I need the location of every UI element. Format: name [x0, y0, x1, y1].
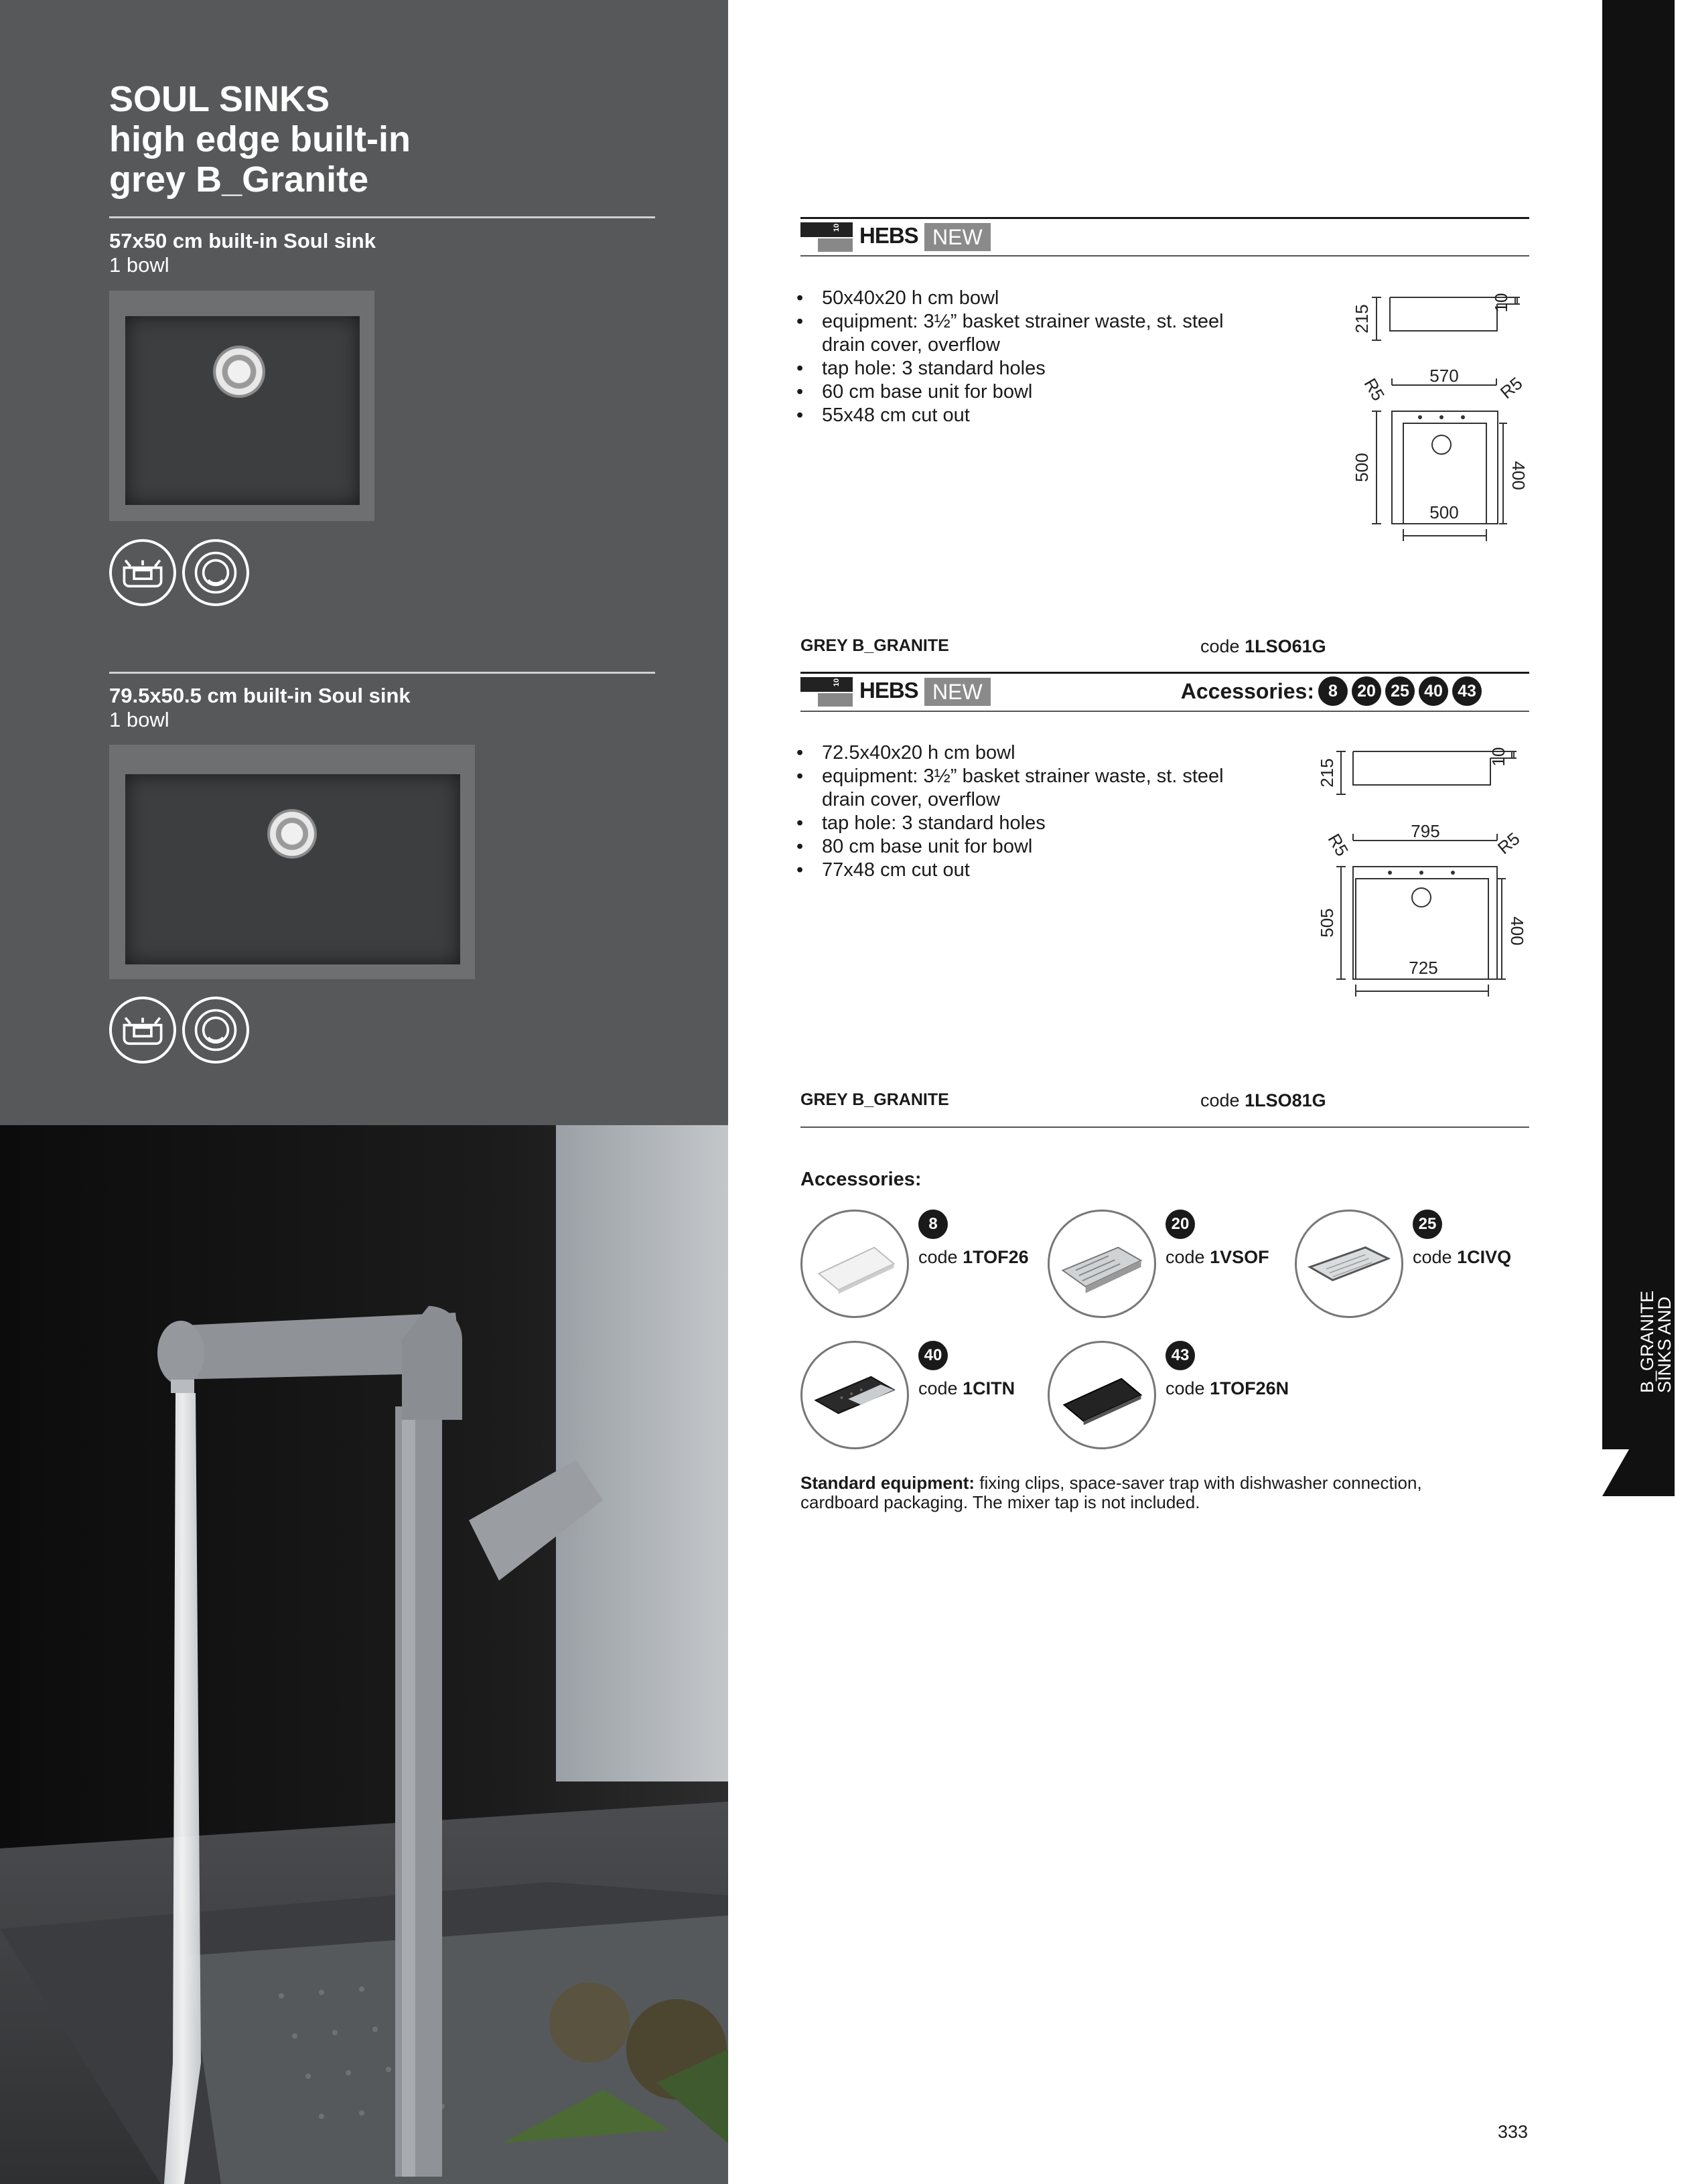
- dim-rim: 10: [1488, 747, 1508, 767]
- dim-bowl-width: 500: [1429, 502, 1459, 522]
- left-panel: [0, 0, 728, 1125]
- dim-width: 795: [1411, 821, 1440, 841]
- section-rule: [800, 711, 1529, 712]
- product-2-finish: GREY B_GRANITE: [800, 1090, 949, 1109]
- accessory-number: 8: [918, 1210, 948, 1239]
- product-1-photo: [109, 291, 374, 521]
- drain-feature-icon: [182, 539, 249, 606]
- brand-label: HEBS: [859, 223, 918, 248]
- title-line-3: grey B_Granite: [109, 159, 369, 200]
- accessory-item[interactable]: [1048, 1341, 1302, 1455]
- tab-line-3: SQUARE BOWLS: [1672, 1246, 1692, 1393]
- dim-width: 570: [1429, 366, 1459, 386]
- product-2-photo: [109, 745, 475, 979]
- dim-radius-left: R5: [1324, 830, 1353, 860]
- spec-item: • equipment: 3½” basket strainer waste, st. steel drain cover, overflow: [795, 310, 1224, 357]
- dim-depth: 215: [1352, 304, 1372, 334]
- product-1-bowls: 1 bowl: [109, 253, 169, 277]
- accessory-item[interactable]: [1295, 1210, 1549, 1323]
- accessory-code: code 1CITN: [918, 1378, 1015, 1398]
- steel-drainer-tray-icon: [1295, 1210, 1403, 1318]
- dim-bowl-height: 400: [1508, 461, 1529, 490]
- accessory-code: code 1TOF26N: [1166, 1378, 1289, 1398]
- section-rule: [800, 255, 1529, 257]
- product-1-technical-drawing: [1340, 288, 1527, 542]
- steel-dish-rack-icon: [1048, 1210, 1156, 1318]
- divider: [109, 216, 655, 218]
- accessory-number: 25: [1413, 1210, 1442, 1239]
- accessory-chip[interactable]: 20: [1352, 676, 1381, 706]
- dim-height: 505: [1317, 908, 1337, 938]
- page-title: [109, 79, 699, 200]
- tab-line-2: SINKS AND: [1654, 1296, 1675, 1393]
- cookware-feature-icon: [109, 997, 176, 1064]
- dim-radius-right: R5: [1493, 828, 1524, 859]
- spec-item: • equipment: 3½” basket strainer waste, st. steel drain cover, overflow: [795, 765, 1224, 812]
- accessory-chip[interactable]: 8: [1318, 676, 1348, 706]
- product-1-name: 57x50 cm built-in Soul sink: [109, 229, 376, 252]
- accessory-number: 43: [1166, 1341, 1195, 1370]
- product-2-code: code 1LSO81G: [1200, 1090, 1326, 1110]
- accessory-number: 20: [1166, 1210, 1195, 1239]
- black-cutting-board-icon: [1048, 1341, 1156, 1449]
- spec-item: • 60 cm base unit for bowl: [795, 380, 1224, 404]
- accessory-code: code 1TOF26: [918, 1247, 1029, 1267]
- dim-rim: 10: [1491, 293, 1511, 313]
- dim-height: 500: [1352, 453, 1372, 482]
- product-2-bowls: 1 bowl: [109, 708, 169, 731]
- spec-item: • tap hole: 3 standard holes: [795, 812, 1224, 835]
- drain-feature-icon: [182, 997, 249, 1064]
- kitchen-tap-photo: [0, 1125, 728, 2184]
- new-badge: NEW: [924, 678, 991, 706]
- accessory-item[interactable]: [800, 1341, 1055, 1455]
- section-rule: [800, 217, 1529, 219]
- product-1-finish: GREY B_GRANITE: [800, 636, 949, 655]
- dim-radius-left: R5: [1360, 374, 1389, 405]
- accessories-title: Accessories:: [800, 1169, 922, 1190]
- accessories-header-label: Accessories:: [1180, 678, 1314, 703]
- tab-notch: [1602, 1449, 1629, 1496]
- product-2-name: 79.5x50.5 cm built-in Soul sink: [109, 684, 411, 707]
- accessory-chip[interactable]: 25: [1385, 676, 1415, 706]
- new-badge: NEW: [924, 223, 991, 251]
- accessory-chip[interactable]: 43: [1452, 676, 1482, 706]
- hebs-number: 10: [833, 223, 841, 232]
- page-number: 333: [1498, 2122, 1529, 2142]
- accessory-chip[interactable]: 40: [1419, 676, 1448, 706]
- hebs-logo-icon: [800, 677, 854, 708]
- product-2-technical-drawing: [1306, 743, 1527, 998]
- spec-item: • 80 cm base unit for bowl: [795, 835, 1224, 859]
- product-1-code: code 1LSO61G: [1200, 636, 1326, 656]
- divider: [109, 672, 655, 674]
- dim-bowl-width: 725: [1409, 958, 1438, 978]
- accessories-header: [1181, 676, 1482, 706]
- hebs-number: 10: [833, 678, 841, 687]
- cookware-feature-icon: [109, 539, 176, 606]
- section-rule: [800, 672, 1529, 674]
- title-line-1: SOUL SINKS: [109, 79, 330, 119]
- spec-item: • tap hole: 3 standard holes: [795, 357, 1224, 380]
- spec-item: • 50x40x20 h cm bowl: [795, 287, 1224, 310]
- section-rule: [800, 1126, 1529, 1128]
- white-cutting-board-icon: [800, 1210, 909, 1318]
- section-tab-label: [1638, 1246, 1691, 1393]
- accessory-item[interactable]: [1048, 1210, 1302, 1323]
- accessory-number: 40: [918, 1341, 948, 1370]
- tab-line-1: B_GRANITE: [1637, 1290, 1657, 1393]
- spec-item: • 55x48 cm cut out: [795, 404, 1224, 427]
- product-1-specs: [795, 287, 1224, 427]
- title-line-2: high edge built-in: [109, 119, 411, 159]
- standard-equipment-note: Standard equipment: fixing clips, space-saver trap with dishwasher connection, cardboard packaging. The mixer tap is not included.: [800, 1473, 1422, 1512]
- accessory-code: code 1CIVQ: [1413, 1247, 1512, 1267]
- black-colander-tray-icon: [800, 1341, 909, 1449]
- hebs-logo-icon: [800, 222, 854, 253]
- dim-radius-right: R5: [1496, 372, 1527, 403]
- dim-depth: 215: [1317, 758, 1337, 788]
- accessory-code: code 1VSOF: [1166, 1247, 1269, 1267]
- accessory-item[interactable]: [800, 1210, 1055, 1323]
- product-2-specs: [795, 741, 1224, 882]
- dim-bowl-height: 400: [1507, 916, 1527, 946]
- spec-item: • 77x48 cm cut out: [795, 859, 1224, 882]
- spec-item: • 72.5x40x20 h cm bowl: [795, 741, 1224, 765]
- brand-label: HEBS: [859, 678, 918, 703]
